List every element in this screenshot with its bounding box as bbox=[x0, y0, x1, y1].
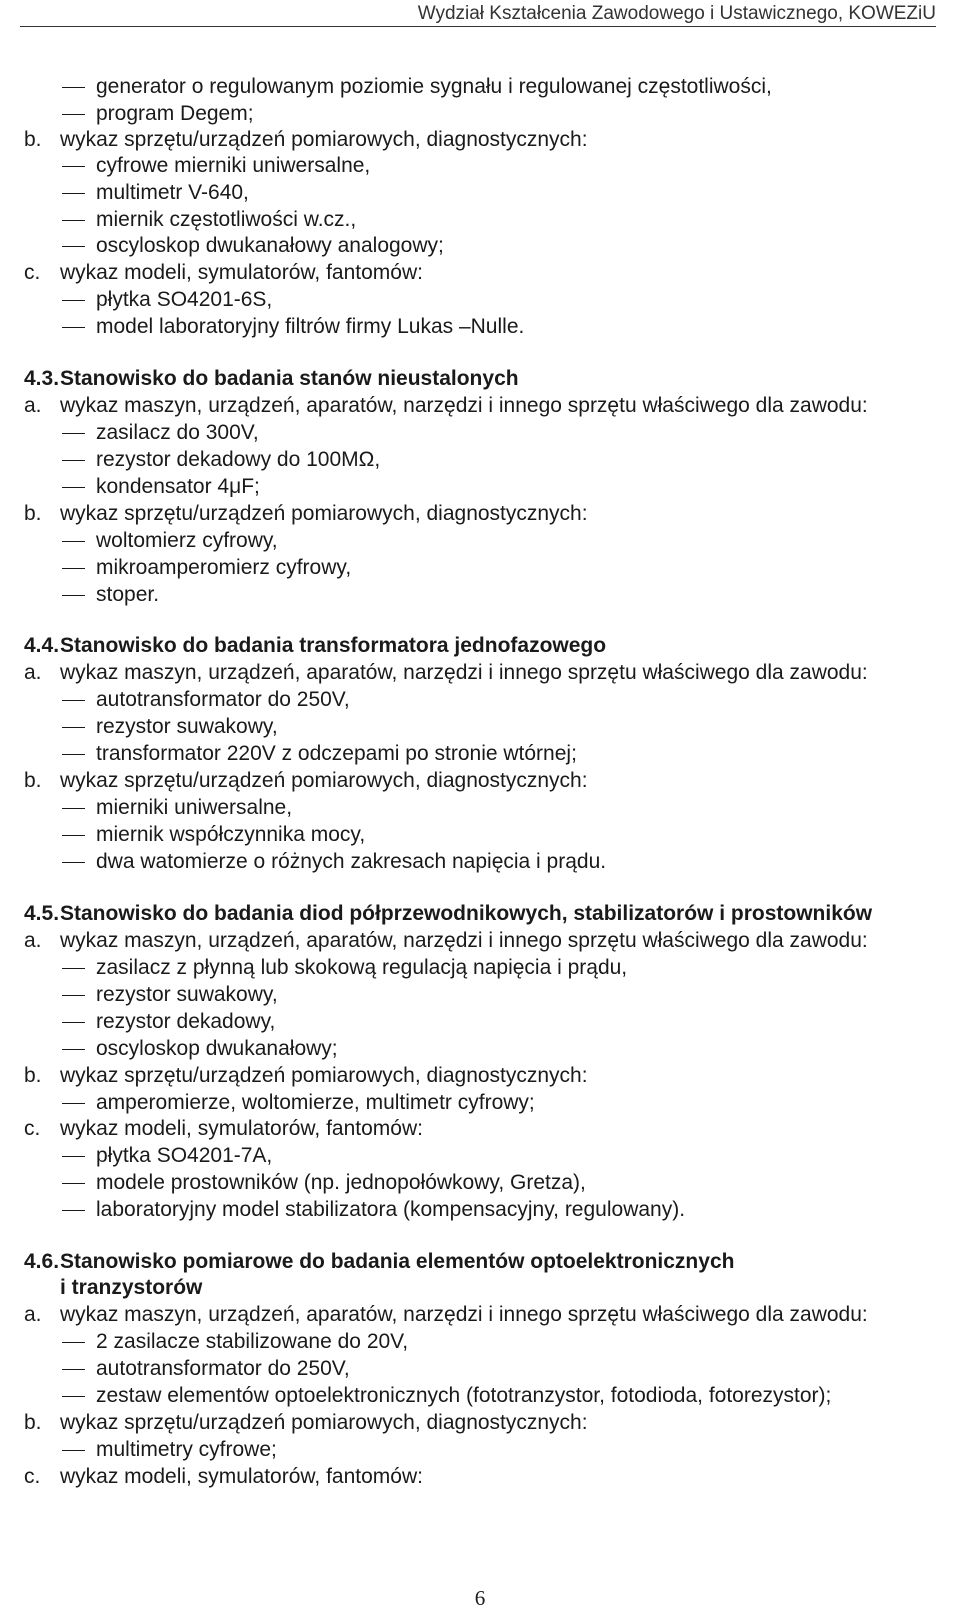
list-item: rezystor suwakowy, bbox=[96, 715, 278, 738]
list-dash bbox=[62, 1183, 85, 1184]
list-dash bbox=[62, 300, 85, 301]
list-dash bbox=[62, 433, 85, 434]
sublist-letter: a. bbox=[24, 394, 42, 417]
list-item: miernik współczynnika mocy, bbox=[96, 823, 366, 846]
list-item: zasilacz do 300V, bbox=[96, 421, 259, 444]
list-dash bbox=[62, 193, 85, 194]
list-dash bbox=[62, 1022, 85, 1023]
list-item: zasilacz z płynną lub skokową regulacją napięcia i prądu, bbox=[96, 956, 628, 979]
list-dash bbox=[62, 808, 85, 809]
sublist-letter: c. bbox=[24, 1465, 41, 1488]
list-dash bbox=[62, 995, 85, 996]
list-dash bbox=[62, 1450, 85, 1451]
list-item: generator o regulowanym poziomie sygnału i regulowanej częstotliwości, bbox=[96, 75, 772, 98]
sublist-heading: wykaz modeli, symulatorów, fantomów: bbox=[60, 1117, 423, 1140]
sublist-heading: wykaz sprzętu/urządzeń pomiarowych, diagnostycznych: bbox=[60, 1411, 588, 1434]
list-dash bbox=[62, 1369, 85, 1370]
list-item: transformator 220V z odczepami po stronie wtórnej; bbox=[96, 742, 577, 765]
section-title: Stanowisko pomiarowe do badania elementów optoelektronicznych bbox=[60, 1250, 735, 1273]
sublist-heading: wykaz maszyn, urządzeń, aparatów, narzędzi i innego sprzętu właściwego dla zawodu: bbox=[60, 394, 868, 417]
list-dash bbox=[62, 1103, 85, 1104]
list-item: mikroamperomierz cyfrowy, bbox=[96, 556, 352, 579]
list-item: rezystor dekadowy do 100MΩ, bbox=[96, 448, 381, 471]
list-dash bbox=[62, 166, 85, 167]
list-dash bbox=[62, 1049, 85, 1050]
list-dash bbox=[62, 541, 85, 542]
page-number: 6 bbox=[474, 1586, 486, 1610]
list-dash bbox=[62, 87, 85, 88]
sublist-heading: wykaz modeli, symulatorów, fantomów: bbox=[60, 261, 423, 284]
list-item: płytka SO4201-6S, bbox=[96, 288, 273, 311]
list-dash bbox=[62, 754, 85, 755]
section-number: 4.6. bbox=[24, 1250, 60, 1273]
list-dash bbox=[62, 246, 85, 247]
sublist-letter: b. bbox=[24, 128, 42, 151]
list-dash bbox=[62, 220, 85, 221]
section-number: 4.5. bbox=[24, 902, 60, 925]
list-item: rezystor suwakowy, bbox=[96, 983, 278, 1006]
list-dash bbox=[62, 460, 85, 461]
list-item: laboratoryjny model stabilizatora (kompensacyjny, regulowany). bbox=[96, 1198, 686, 1221]
list-item: woltomierz cyfrowy, bbox=[96, 529, 278, 552]
sublist-letter: c. bbox=[24, 1117, 41, 1140]
list-dash bbox=[62, 1210, 85, 1211]
sublist-heading: wykaz sprzętu/urządzeń pomiarowych, diagnostycznych: bbox=[60, 1064, 588, 1087]
list-item: rezystor dekadowy, bbox=[96, 1010, 276, 1033]
section-title-continued: i tranzystorów bbox=[60, 1276, 203, 1299]
section-title: Stanowisko do badania transformatora jednofazowego bbox=[60, 634, 607, 657]
list-dash bbox=[62, 487, 85, 488]
section-number: 4.4. bbox=[24, 634, 60, 657]
list-item: multimetr V-640, bbox=[96, 181, 249, 204]
sublist-heading: wykaz sprzętu/urządzeń pomiarowych, diagnostycznych: bbox=[60, 128, 588, 151]
header-divider bbox=[20, 26, 936, 27]
list-item: model laboratoryjny filtrów firmy Lukas –Nulle. bbox=[96, 315, 525, 338]
list-item: oscyloskop dwukanałowy; bbox=[96, 1037, 338, 1060]
list-item: kondensator 4μF; bbox=[96, 475, 260, 498]
list-dash bbox=[62, 835, 85, 836]
list-item: amperomierze, woltomierze, multimetr cyfrowy; bbox=[96, 1091, 535, 1114]
sublist-heading: wykaz sprzętu/urządzeń pomiarowych, diagnostycznych: bbox=[60, 769, 588, 792]
list-dash bbox=[62, 727, 85, 728]
sublist-letter: b. bbox=[24, 1411, 42, 1434]
list-dash bbox=[62, 1396, 85, 1397]
list-dash bbox=[62, 595, 85, 596]
list-item: płytka SO4201-7A, bbox=[96, 1144, 273, 1167]
list-item: autotransformator do 250V, bbox=[96, 688, 350, 711]
sublist-heading: wykaz maszyn, urządzeń, aparatów, narzędzi i innego sprzętu właściwego dla zawodu: bbox=[60, 929, 868, 952]
sublist-heading: wykaz maszyn, urządzeń, aparatów, narzędzi i innego sprzętu właściwego dla zawodu: bbox=[60, 1303, 868, 1326]
list-dash bbox=[62, 327, 85, 328]
sublist-letter: a. bbox=[24, 1303, 42, 1326]
list-dash bbox=[62, 114, 85, 115]
section-title: Stanowisko do badania diod półprzewodnikowych, stabilizatorów i prostowników bbox=[60, 902, 873, 925]
list-item: program Degem; bbox=[96, 102, 254, 125]
sublist-letter: b. bbox=[24, 769, 42, 792]
sublist-letter: a. bbox=[24, 929, 42, 952]
sublist-letter: a. bbox=[24, 661, 42, 684]
list-item: autotransformator do 250V, bbox=[96, 1357, 350, 1380]
section-number: 4.3. bbox=[24, 367, 60, 390]
sublist-heading: wykaz sprzętu/urządzeń pomiarowych, diagnostycznych: bbox=[60, 502, 588, 525]
list-item: dwa watomierze o różnych zakresach napięcia i prądu. bbox=[96, 850, 607, 873]
list-item: mierniki uniwersalne, bbox=[96, 796, 293, 819]
sublist-heading: wykaz maszyn, urządzeń, aparatów, narzędzi i innego sprzętu właściwego dla zawodu: bbox=[60, 661, 868, 684]
page-header: Wydział Kształcenia Zawodowego i Ustawicznego, KOWEZiU bbox=[417, 3, 936, 24]
list-dash bbox=[62, 568, 85, 569]
list-item: cyfrowe mierniki uniwersalne, bbox=[96, 154, 371, 177]
section-title: Stanowisko do badania stanów nieustalonych bbox=[60, 367, 519, 390]
list-item: multimetry cyfrowe; bbox=[96, 1438, 277, 1461]
list-dash bbox=[62, 700, 85, 701]
sublist-heading: wykaz modeli, symulatorów, fantomów: bbox=[60, 1465, 423, 1488]
list-dash bbox=[62, 862, 85, 863]
list-item: stoper. bbox=[96, 583, 160, 606]
sublist-letter: b. bbox=[24, 502, 42, 525]
sublist-letter: c. bbox=[24, 261, 41, 284]
list-dash bbox=[62, 968, 85, 969]
list-dash bbox=[62, 1156, 85, 1157]
list-item: oscyloskop dwukanałowy analogowy; bbox=[96, 234, 444, 257]
list-item: zestaw elementów optoelektronicznych (fototranzystor, fotodioda, fotorezystor); bbox=[96, 1384, 832, 1407]
list-dash bbox=[62, 1342, 85, 1343]
list-item: miernik częstotliwości w.cz., bbox=[96, 208, 357, 231]
sublist-letter: b. bbox=[24, 1064, 42, 1087]
list-item: modele prostowników (np. jednopołówkowy, Gretza), bbox=[96, 1171, 586, 1194]
list-item: 2 zasilacze stabilizowane do 20V, bbox=[96, 1330, 409, 1353]
